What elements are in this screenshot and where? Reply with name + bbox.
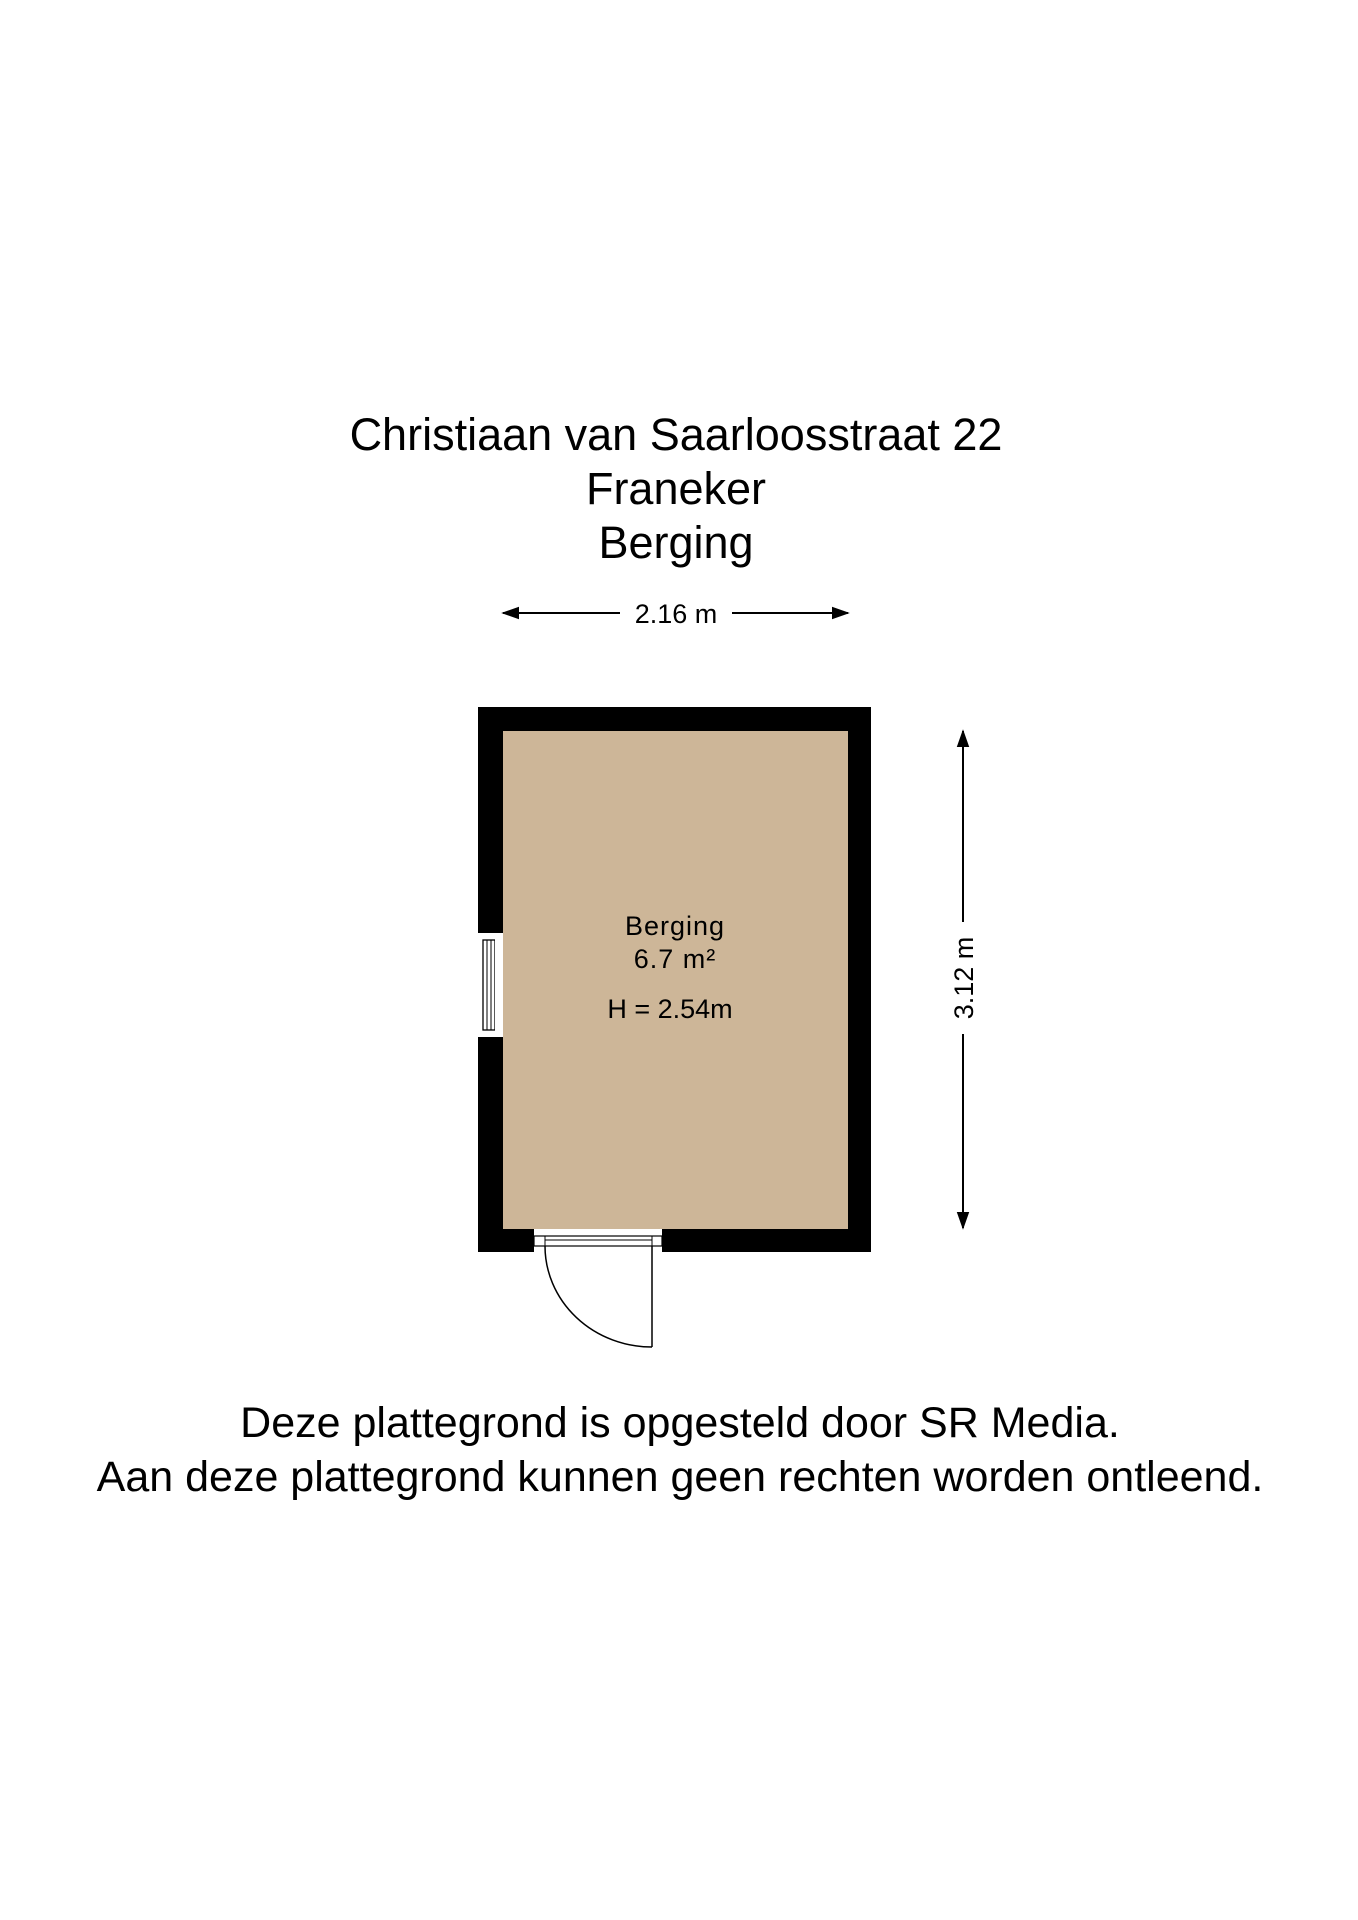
width-label: 2.16 m [634, 599, 718, 629]
footer-line-2: Aan deze plattegrond kunnen geen rechten worden ontleend. [96, 1453, 1264, 1501]
door [534, 1229, 662, 1347]
room-floor [503, 731, 848, 1229]
room-area: 6.7 m² [633, 944, 717, 974]
width-dimension [503, 599, 848, 629]
depth-dimension [949, 731, 979, 1228]
footer-line-1: Deze plattegrond is opgesteld door SR Media. [240, 1399, 1120, 1447]
window [478, 933, 503, 1037]
room-name: Berging [624, 911, 726, 941]
depth-label: 3.12 m [949, 936, 979, 1020]
floor-title: Berging [598, 517, 754, 568]
room-height: H = 2.54m [607, 994, 733, 1024]
city-title: Franeker [585, 463, 767, 514]
door-swing-arc [545, 1246, 652, 1347]
address-title: Christiaan van Saarloosstraat 22 [349, 409, 1003, 460]
